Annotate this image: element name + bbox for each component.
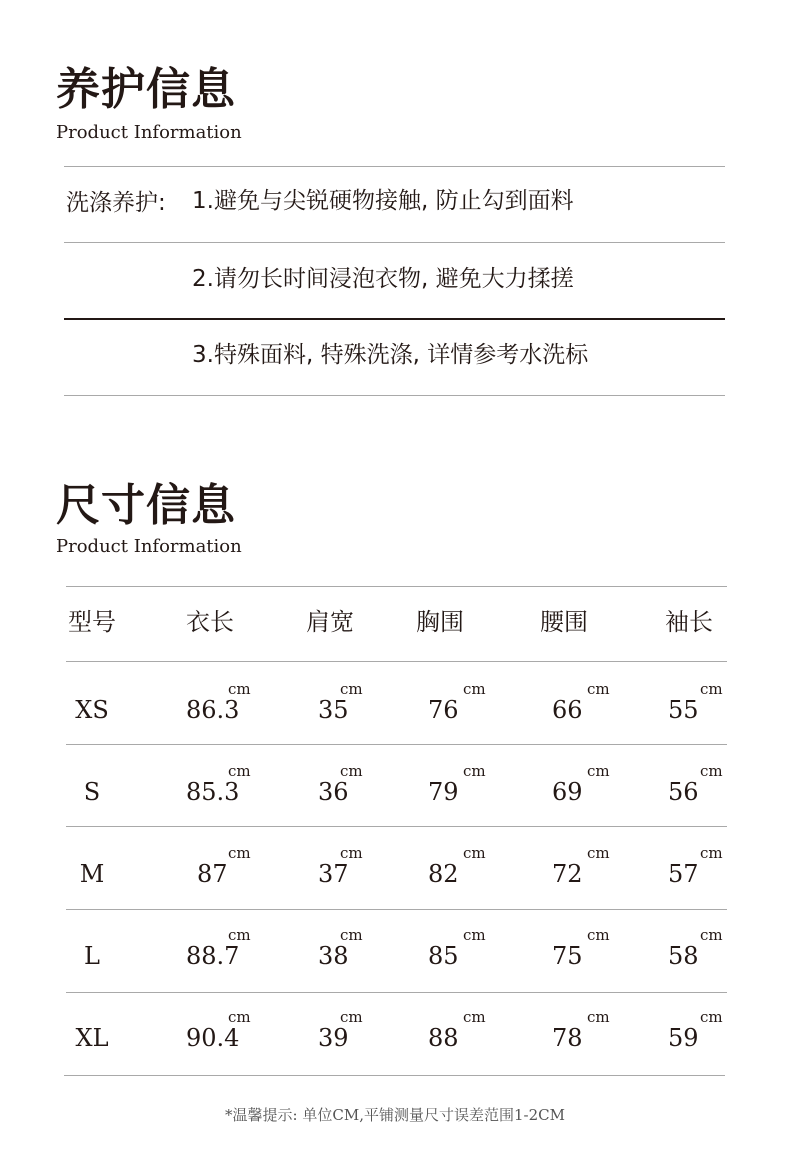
- unit-label: cm: [463, 680, 486, 698]
- size-label: XL: [75, 1024, 109, 1052]
- size-label: M: [79, 860, 105, 888]
- row-divider: [66, 992, 727, 993]
- table-header: 型号: [68, 608, 116, 636]
- unit-label: cm: [587, 680, 610, 698]
- unit-label: cm: [587, 844, 610, 862]
- table-top-rule: [66, 586, 727, 587]
- table-header: 衣长: [186, 608, 234, 636]
- measurement-value: 85: [428, 942, 459, 970]
- care-item-2: 2.请勿长时间浸泡衣物, 避免大力揉搓: [192, 266, 574, 292]
- care-item-1: 1.避免与尖锐硬物接触, 防止勾到面料: [192, 188, 574, 214]
- unit-label: cm: [340, 1008, 363, 1026]
- unit-label: cm: [340, 844, 363, 862]
- table-header: 袖长: [665, 608, 713, 636]
- size-subtitle: Product Information: [56, 536, 242, 557]
- unit-label: cm: [587, 1008, 610, 1026]
- care-subtitle: Product Information: [56, 122, 242, 143]
- measurement-value: 86.3: [186, 696, 240, 724]
- measurement-value: 57: [668, 860, 699, 888]
- measurement-value: 78: [552, 1024, 583, 1052]
- measurement-value: 72: [552, 860, 583, 888]
- row-divider: [66, 826, 727, 827]
- footnote: *温馨提示: 单位CM,平铺测量尺寸误差范围1-2CM: [225, 1106, 565, 1124]
- measurement-value: 56: [668, 778, 699, 806]
- unit-label: cm: [587, 926, 610, 944]
- unit-label: cm: [700, 844, 723, 862]
- measurement-value: 88: [428, 1024, 459, 1052]
- table-header: 肩宽: [306, 608, 354, 636]
- row-divider: [66, 744, 727, 745]
- measurement-value: 75: [552, 942, 583, 970]
- unit-label: cm: [340, 762, 363, 780]
- measurement-value: 35: [318, 696, 349, 724]
- measurement-value: 88.7: [186, 942, 240, 970]
- measurement-value: 82: [428, 860, 459, 888]
- unit-label: cm: [700, 680, 723, 698]
- unit-label: cm: [700, 926, 723, 944]
- unit-label: cm: [463, 926, 486, 944]
- measurement-value: 87: [197, 860, 228, 888]
- measurement-value: 36: [318, 778, 349, 806]
- measurement-value: 76: [428, 696, 459, 724]
- row-divider: [66, 909, 727, 910]
- measurement-value: 38: [318, 942, 349, 970]
- unit-label: cm: [700, 762, 723, 780]
- measurement-value: 79: [428, 778, 459, 806]
- unit-label: cm: [228, 1008, 251, 1026]
- size-label: L: [84, 942, 100, 970]
- divider: [64, 318, 725, 320]
- measurement-value: 66: [552, 696, 583, 724]
- unit-label: cm: [340, 680, 363, 698]
- size-label: XS: [75, 696, 109, 724]
- care-title: 养护信息: [56, 64, 236, 115]
- size-title: 尺寸信息: [56, 480, 236, 531]
- unit-label: cm: [463, 762, 486, 780]
- table-bottom-rule: [64, 1075, 725, 1076]
- divider: [64, 395, 725, 396]
- measurement-value: 85.3: [186, 778, 240, 806]
- table-header: 胸围: [416, 608, 464, 636]
- unit-label: cm: [228, 844, 251, 862]
- divider: [64, 166, 725, 167]
- row-divider: [66, 661, 727, 662]
- unit-label: cm: [587, 762, 610, 780]
- unit-label: cm: [340, 926, 363, 944]
- measurement-value: 90.4: [186, 1024, 240, 1052]
- unit-label: cm: [700, 1008, 723, 1026]
- table-header: 腰围: [540, 608, 588, 636]
- measurement-value: 37: [318, 860, 349, 888]
- care-item-3: 3.特殊面料, 特殊洗涤, 详情参考水洗标: [192, 342, 589, 368]
- unit-label: cm: [463, 844, 486, 862]
- divider: [64, 242, 725, 243]
- measurement-value: 39: [318, 1024, 349, 1052]
- unit-label: cm: [463, 1008, 486, 1026]
- measurement-value: 59: [668, 1024, 699, 1052]
- measurement-value: 55: [668, 696, 699, 724]
- measurement-value: 69: [552, 778, 583, 806]
- care-label: 洗涤养护:: [66, 190, 166, 216]
- unit-label: cm: [228, 926, 251, 944]
- measurement-value: 58: [668, 942, 699, 970]
- size-label: S: [83, 778, 101, 806]
- unit-label: cm: [228, 680, 251, 698]
- unit-label: cm: [228, 762, 251, 780]
